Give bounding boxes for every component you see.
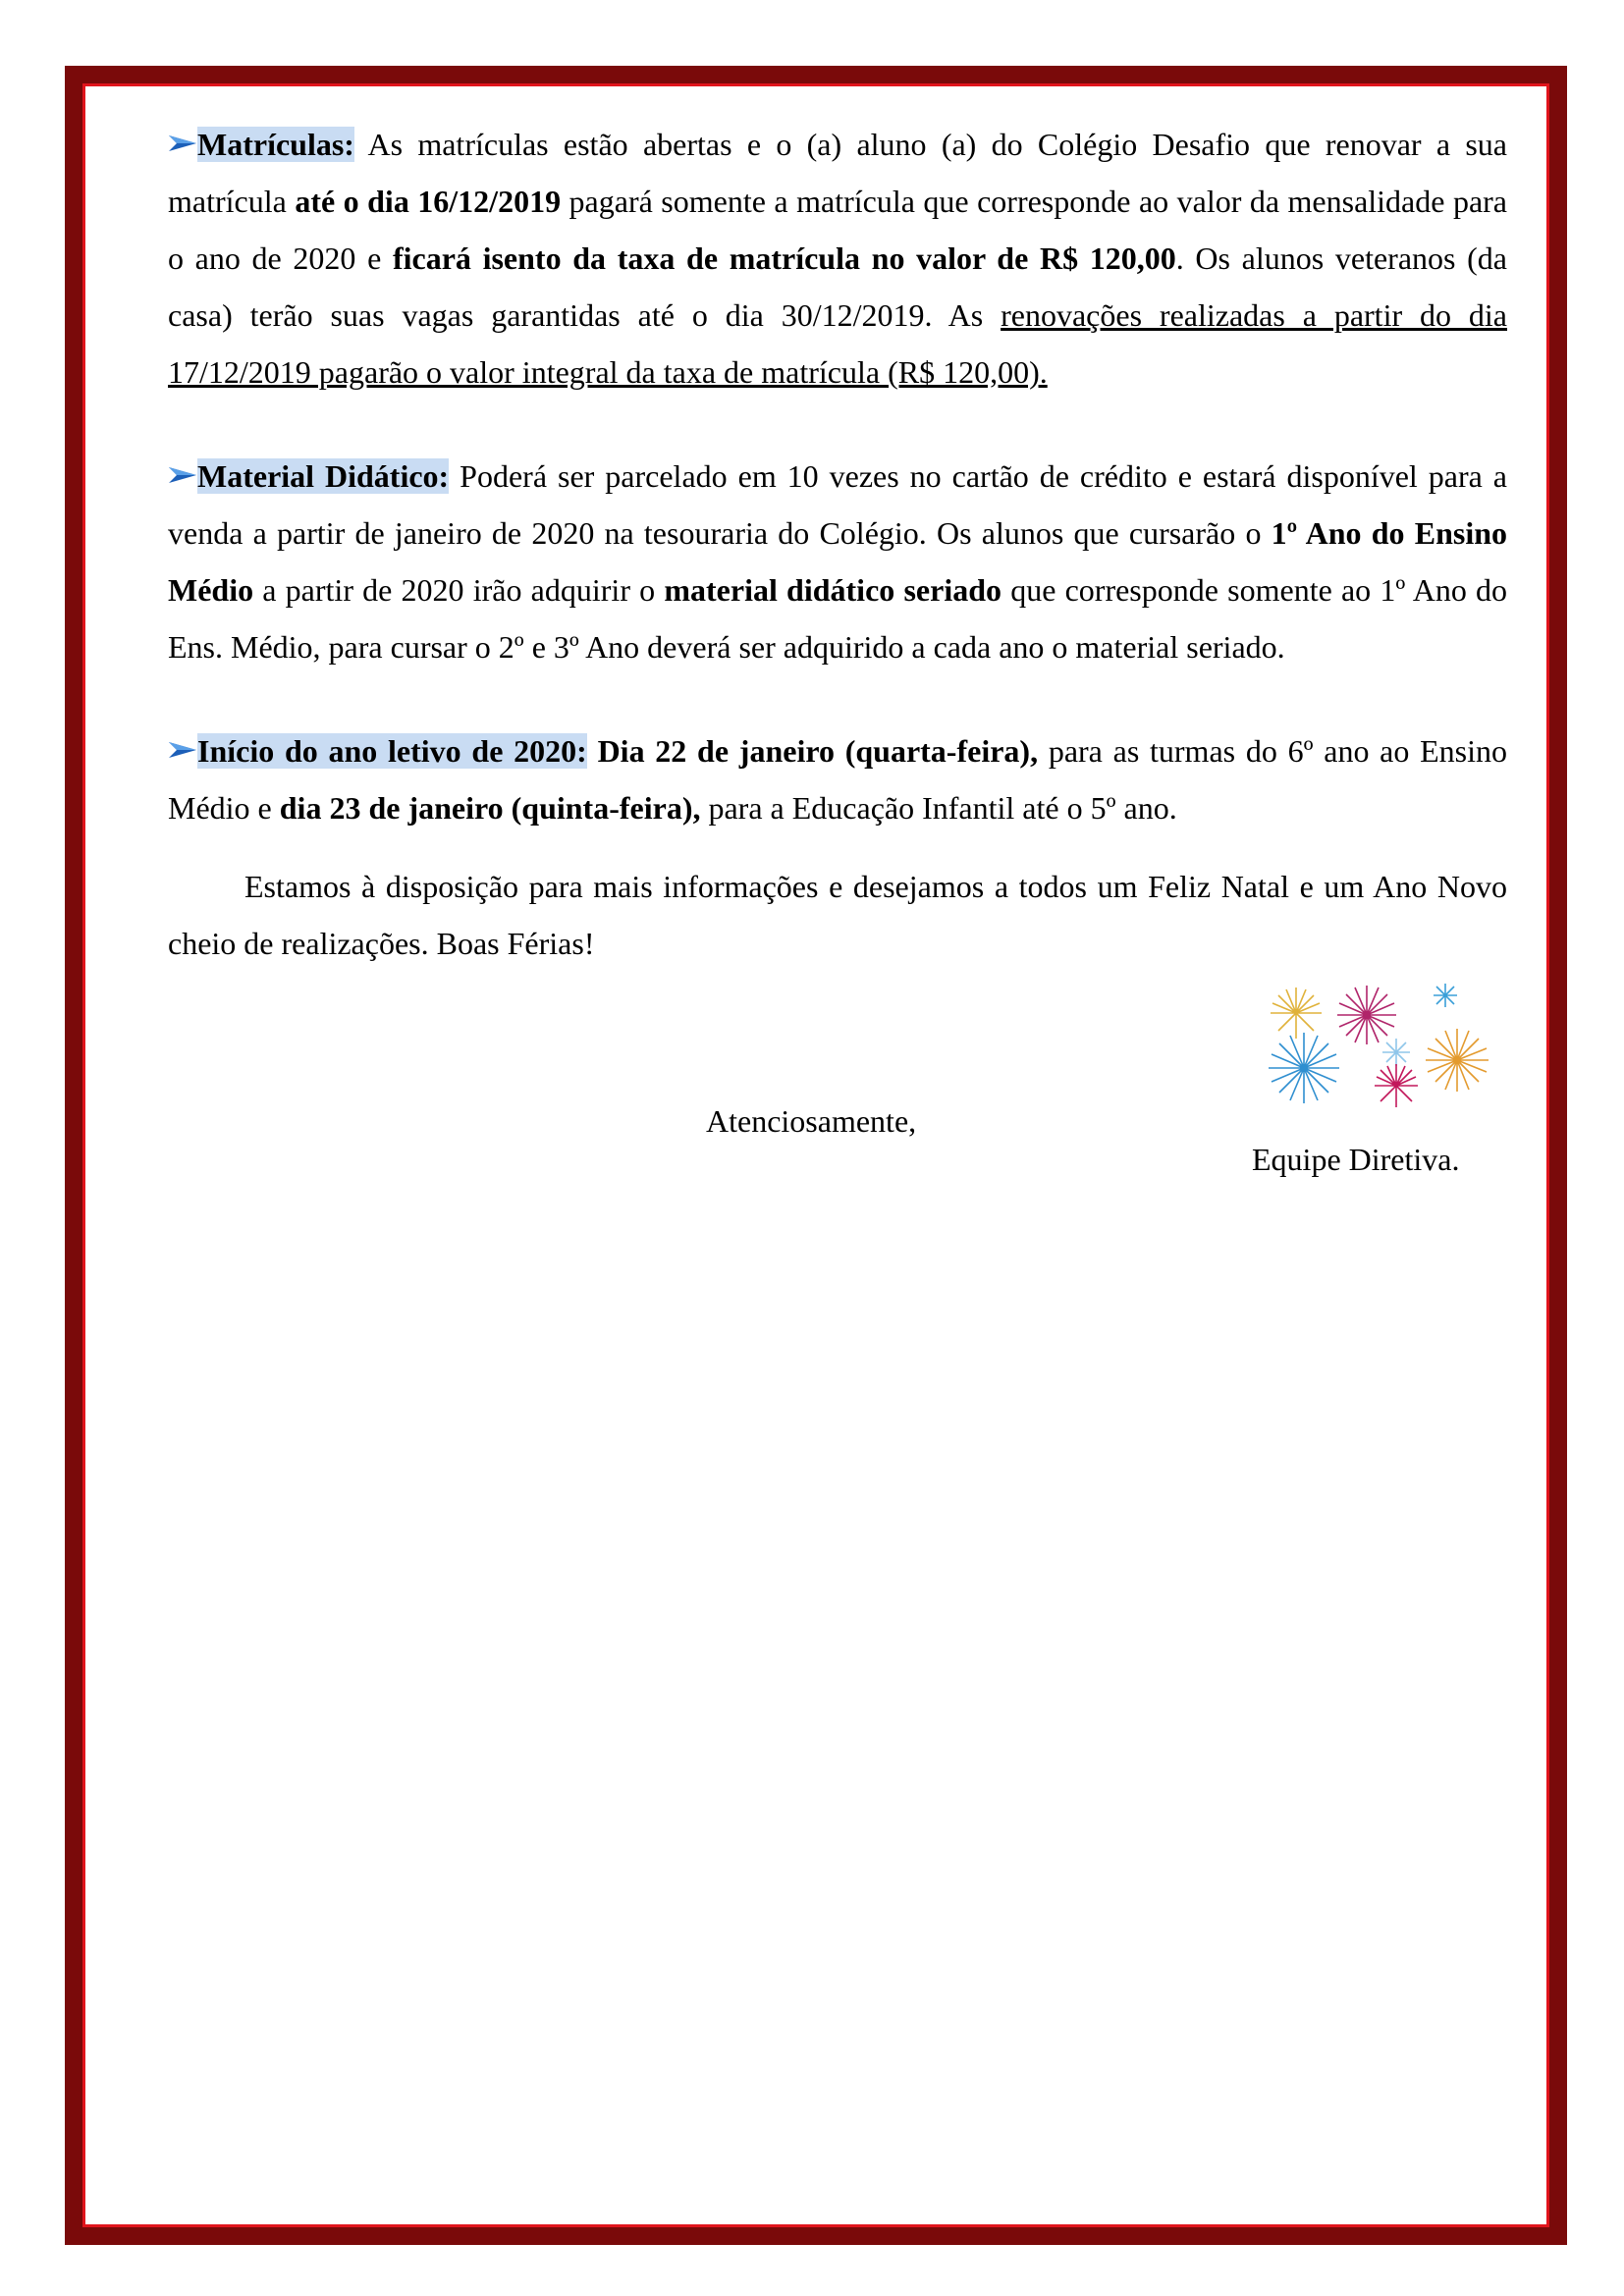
bold-text: material didático seriado	[664, 572, 1001, 608]
section-title: Material Didático:	[197, 458, 450, 494]
bold-text: dia 23 de janeiro (quinta-feira),	[279, 790, 701, 826]
signature: Equipe Diretiva.	[1252, 1142, 1460, 1177]
section-matriculas	[168, 116, 1507, 400]
bold-text: até o dia 16/12/2019	[295, 184, 562, 219]
text: para a Educação Infantil até o 5º ano.	[700, 790, 1177, 826]
text: para as turmas do 6º ano ao Ensino Médio e	[168, 733, 1508, 826]
text: que corresponde somente ao 1º Ano do Ens. Médio, para cursar o 2º e 3º Ano deverá ser adquirido a cada ano o material seriado.	[168, 572, 1507, 665]
text: pagará somente a matrícula que corresponde ao valor da mensalidade para o ano de 2020 e	[168, 184, 1508, 276]
text: As matrículas estão abertas e o (a) aluno (a) do Colégio Desafio que renovar a sua matrícula	[168, 127, 1507, 219]
letter-body	[168, 116, 1507, 972]
bold-text: ficará isento da taxa de matrícula no valor de R$ 120,00	[392, 240, 1176, 276]
closing-paragraph: Estamos à disposição para mais informações e desejamos a todos um Feliz Natal e um Ano Novo cheio de realizações. Boas Férias!	[168, 869, 1507, 961]
bold-text: 1º Ano do Ensino Médio	[168, 515, 1508, 608]
sign-off: Atenciosamente,	[706, 1103, 917, 1139]
section-title: Matrículas:	[197, 127, 354, 162]
section-title: Início do ano letivo de 2020:	[197, 733, 587, 769]
text: a partir de 2020 irão adquirir o	[253, 572, 665, 608]
bold-text: Dia 22 de janeiro (quarta-feira),	[586, 733, 1039, 769]
arrow-bullet-icon	[168, 740, 197, 760]
text: Poderá ser parcelado em 10 vezes no cartão de crédito e estará disponível para a venda a partir de janeiro de 2020 na tesouraria do Colégio. Os alunos que cursarão o	[168, 458, 1508, 551]
arrow-bullet-icon	[168, 465, 197, 485]
underlined-text: renovações realizadas a partir do dia 17/12/2019 pagarão o valor integral da taxa de matrícula (R$ 120,00).	[168, 297, 1508, 390]
arrow-bullet-icon	[168, 133, 197, 153]
section-material-didatico	[168, 448, 1507, 675]
text: . Os alunos veteranos (da casa) terão suas vagas garantidas até o dia 30/12/2019. As	[168, 240, 1508, 333]
section-inicio-ano-letivo	[168, 722, 1507, 836]
fireworks-icon	[1249, 984, 1514, 1111]
